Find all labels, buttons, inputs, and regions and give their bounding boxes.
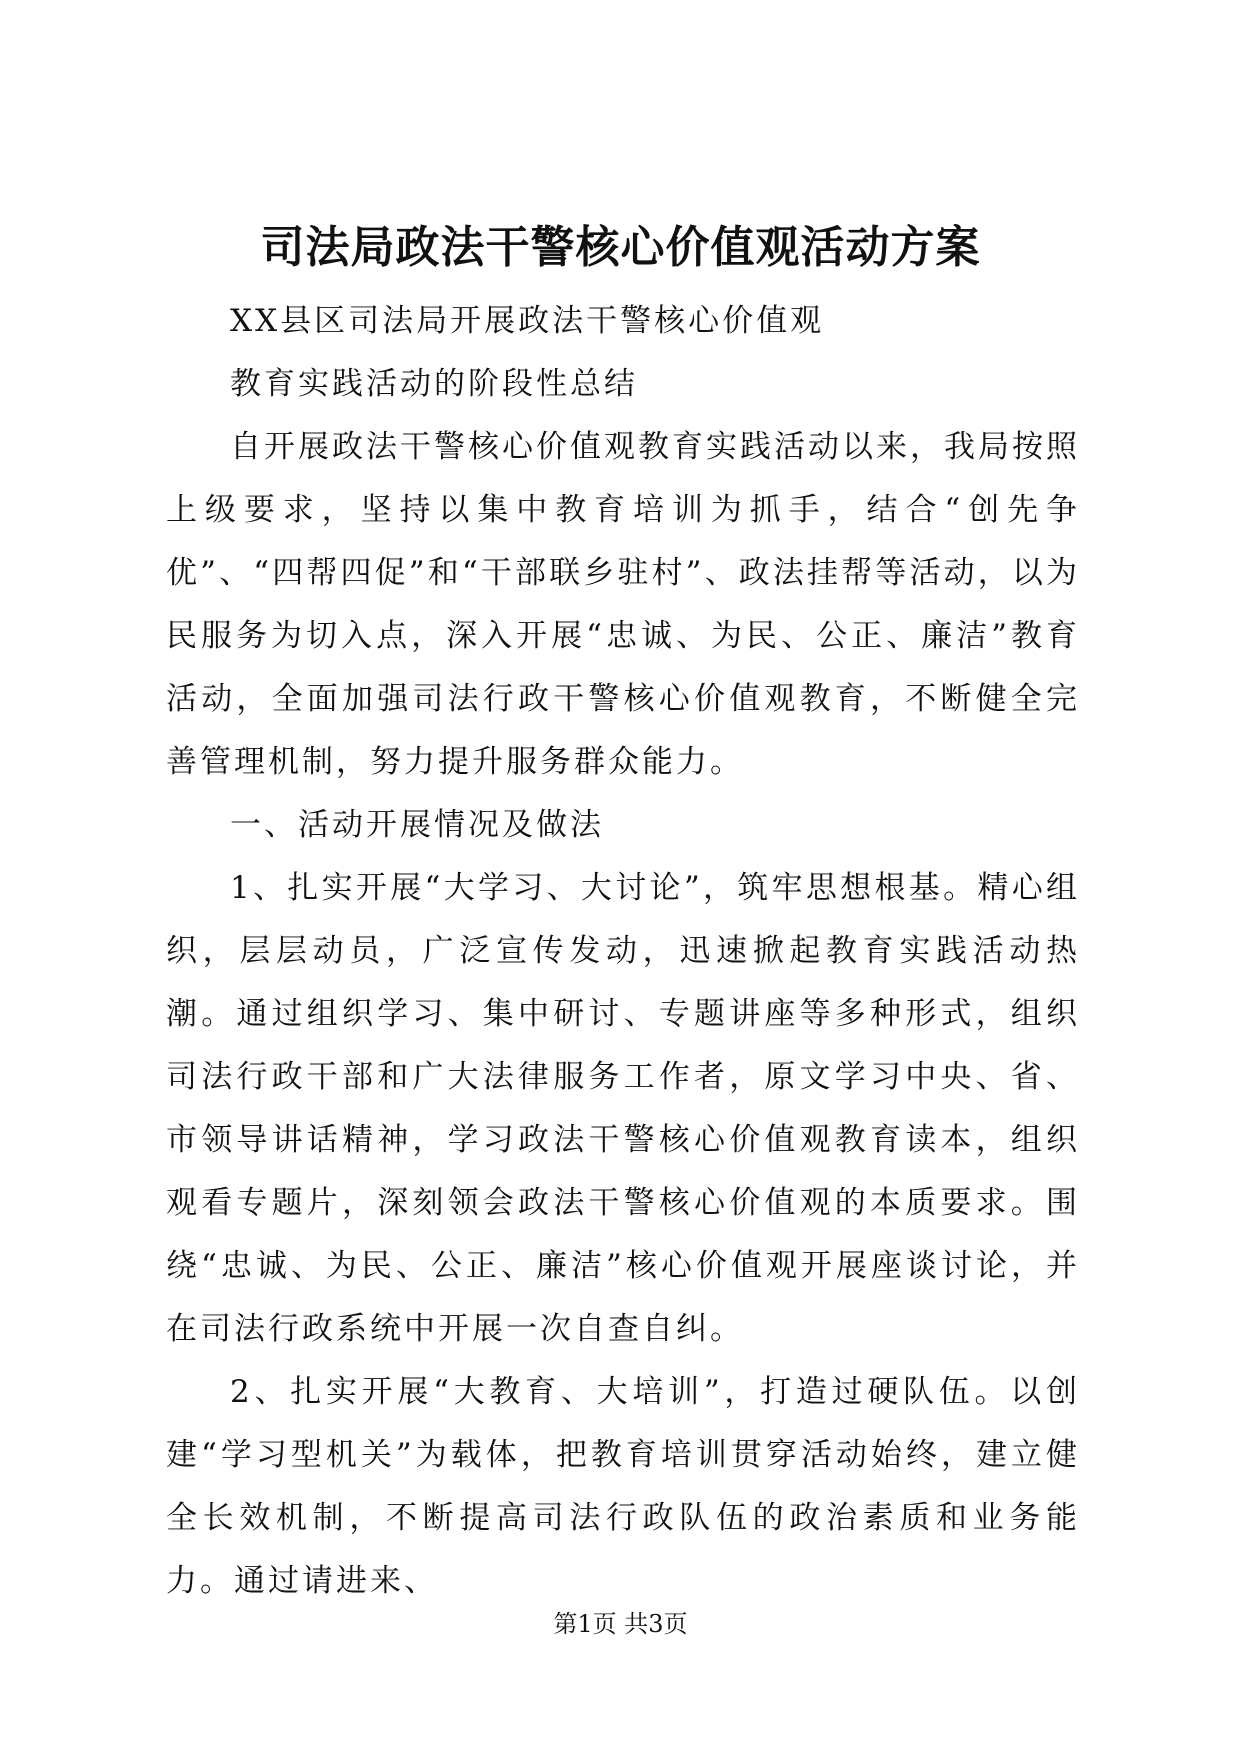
intro-paragraph: 自开展政法干警核心价值观教育实践活动以来，我局按照上级要求，坚持以集中教育培训为抓手，结合“创先争优”、“四帮四促”和“干部联乡驻村”、政法挂帮等活动，以为民服务为切入点，深入开展“忠诚、为民、公正、廉洁”教育活动，全面加强司法行政干警核心价值观教育，不断健全完善管理机制，努力提升服务群众能力。: [166, 429, 1080, 780]
section-heading: 一、活动开展情况及做法: [230, 807, 604, 843]
paragraph-item-2: 2、扎实开展“大教育、大培训”，打造过硬队伍。以创建“学习型机关”为载体，把教育培训贯穿活动始终，建立健全长效机制，不断提高司法行政队伍的政治素质和业务能力。通过请进来、: [166, 1374, 1080, 1599]
document-title: 司法局政法干警核心价值观活动方案: [260, 222, 981, 273]
page-footer: 第1页 共3页: [553, 1610, 688, 1638]
paragraph-item-1: 1、扎实开展“大学习、大讨论”，筑牢思想根基。精心组织，层层动员，广泛宣传发动，迅速掀起教育实践活动热潮。通过组织学习、集中研讨、专题讲座等多种形式，组织司法行政干部和广大法律服务工作者，原文学习中央、省、市领导讲话精神，学习政法干警核心价值观教育读本，组织观看专题片，深刻领会政法干警核心价值观的本质要求。围绕“忠诚、为民、公正、廉洁”核心价值观开展座谈讨论，并在司法行政系统中开展一次自查自纠。: [166, 870, 1080, 1347]
subtitle-line-2: 教育实践活动的阶段性总结: [230, 366, 638, 402]
document-body: [166, 290, 1080, 1613]
subtitle-line-1: XX县区司法局开展政法干警核心价值观: [230, 303, 825, 339]
